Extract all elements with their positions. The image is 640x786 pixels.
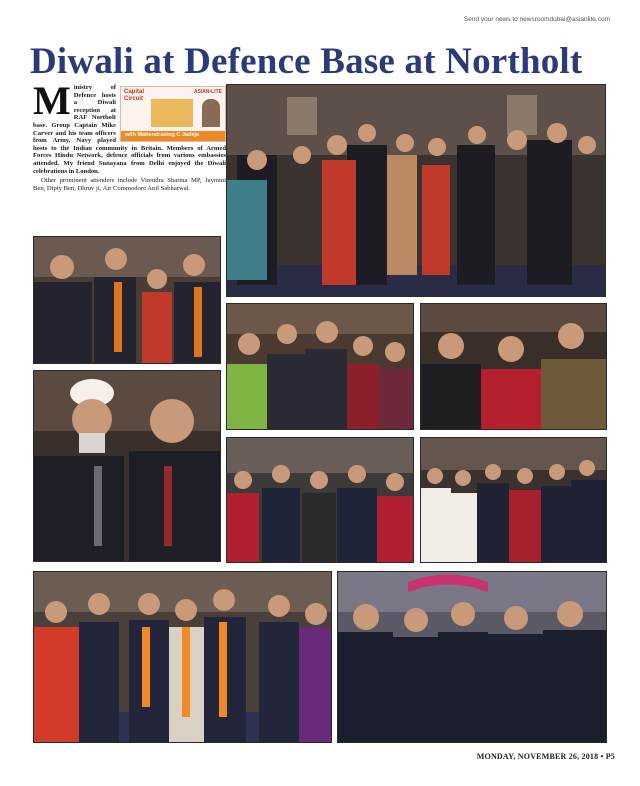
promo-byline: with Mahendrasing C Jadeja (125, 132, 199, 139)
photo-turbaned-guest-and-man (33, 370, 221, 562)
photo-group-with-saffron-shawls (33, 571, 332, 743)
photo-men-in-suits (337, 571, 607, 743)
dropcap: M (33, 84, 71, 123)
photo-five-guests-library (226, 303, 414, 430)
promo-title-line2: Circuit (124, 95, 144, 102)
promo-title-line1: Capital (124, 89, 145, 95)
article-lead: inistry of Defence hosts a Diwali reception at RAF Northolt base. Group Captain Mike Carver and his team officers from Army, Navy played hosts to the Indian community in Britain. Members of Armed Forces Hindu Network, defence officials from various embassies attended. My friend Sunayana from Delhi enjoyed the Diwali celebrations in London. (33, 84, 226, 175)
photo-large-group-officers (420, 437, 607, 563)
group-photo-main (226, 84, 606, 297)
page-footer: MONDAY, NOVEMBER 26, 2018 • P5 (476, 752, 615, 761)
promo-landmark-image (151, 99, 193, 127)
promo-title (124, 89, 144, 102)
top-note: Send your news to newsroomdubai@asianlite.com (463, 16, 610, 23)
article-text (33, 84, 226, 232)
capital-circuit-promo (120, 86, 226, 142)
photo-guests-with-air-officer (226, 437, 414, 563)
photo-three-men-saffron-scarves (33, 236, 221, 364)
promo-brand: ASIAN•LITE (193, 89, 222, 95)
photo-officer-with-guests (420, 303, 607, 430)
promo-author-photo (202, 99, 220, 127)
article-para2: Other prominent attenders include Virendra Sharma MP, Jaymini Ben, Dipty Ben, Dhruv ji, Air Commodore Anil Sabharwal. (33, 177, 226, 192)
page-headline: Diwali at Defence Base at Northolt (30, 41, 583, 82)
